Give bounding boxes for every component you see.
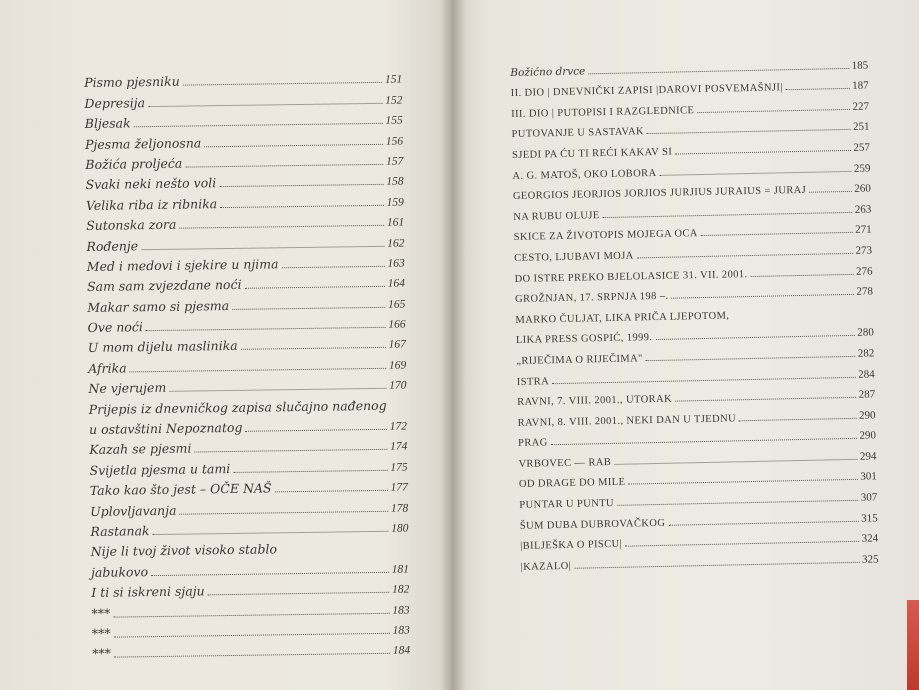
- toc-page-number: 163: [387, 257, 405, 270]
- dot-leader: [208, 592, 389, 596]
- toc-page-number: 290: [859, 429, 877, 443]
- toc-entry-title: Božića proljeća: [85, 155, 183, 172]
- toc-entry-title: Svijetla pjesma u tami: [89, 460, 231, 478]
- toc-page-number: 159: [386, 196, 404, 209]
- toc-entry-title: Ne vjerujem: [88, 380, 167, 397]
- toc-page-number: 158: [386, 175, 404, 189]
- toc-page-number: 257: [853, 141, 871, 154]
- dot-leader: [739, 418, 856, 421]
- toc-entry: [92, 636, 410, 661]
- dot-leader: [786, 88, 849, 90]
- toc-page-number: 259: [853, 162, 871, 175]
- toc-page-number: 290: [858, 409, 876, 422]
- toc-page-number: 175: [390, 461, 408, 474]
- toc-entry-title: Velika riba iz ribnika: [85, 195, 218, 213]
- toc-page-number: 174: [389, 440, 408, 454]
- toc-page-number: 172: [389, 420, 408, 433]
- toc-page-number: 325: [861, 553, 879, 566]
- toc-page-number: 178: [390, 502, 409, 515]
- right-toc-list: [510, 51, 879, 573]
- toc-entry-title: Rođenje: [86, 237, 139, 254]
- toc-entry-title: ŠUM DUBA DUBROVAČKOG: [519, 517, 666, 532]
- toc-entry-title: Med i medovi i sjekire u njima: [86, 256, 279, 274]
- toc-entry-title: OD DRAGE DO MILE: [518, 477, 626, 491]
- toc-entry-title: Afrika: [88, 360, 127, 376]
- toc-entry-title: Sam sam zvjezdane noći: [86, 277, 242, 295]
- toc-entry-title: CESTO, LJUBAVI MOJA: [514, 250, 634, 264]
- toc-page-number: 183: [392, 604, 410, 617]
- toc-page-number: 315: [861, 512, 878, 525]
- dot-leader: [275, 490, 388, 493]
- toc-page-number: 181: [391, 563, 410, 576]
- toc-page-number: 165: [387, 298, 406, 311]
- dot-leader: [220, 205, 383, 208]
- toc-entry-title: GROŽNJAN, 17. SRPNJA 198 –.: [514, 290, 669, 306]
- toc-entry-title: ISTRA: [516, 375, 550, 388]
- toc-page-number: 151: [384, 73, 403, 87]
- toc-entry-title: Božićno drvce: [510, 65, 586, 79]
- toc-page-number: 273: [855, 244, 873, 257]
- toc-page-number: 182: [391, 583, 410, 596]
- toc-page-number: 263: [854, 203, 872, 216]
- dot-leader: [245, 286, 385, 289]
- toc-page-number: 227: [852, 100, 870, 113]
- toc-entry-title: Nije li tvoj život visoko stablo: [90, 541, 278, 560]
- dot-leader: [169, 388, 386, 392]
- toc-page-number: 177: [390, 481, 408, 494]
- dot-leader: [185, 164, 383, 168]
- toc-entry-title: Tako kao što jest – OČE NAŠ: [89, 480, 272, 499]
- dot-leader: [204, 143, 382, 146]
- toc-page-number: 294: [859, 450, 877, 463]
- toc-entry-title: ***: [91, 605, 111, 621]
- toc-page-number: 183: [392, 624, 410, 637]
- toc-page-number: 284: [858, 367, 875, 381]
- toc-entry-title: I ti si iskreni sjaju: [91, 583, 205, 601]
- dot-leader: [183, 82, 382, 86]
- toc-entry-title: Rastanak: [90, 523, 150, 539]
- toc-entry-title: VRBOVEC — RAB: [518, 456, 612, 470]
- toc-entry-title: III. DIO | PUTOPISI I RAZGLEDNICE: [511, 104, 695, 120]
- toc-entry-title: Pismo pjesniku: [84, 74, 180, 91]
- toc-entry-title: A. G. MATOŠ, OKO LOBORA: [512, 167, 657, 182]
- toc-entry-title: ***: [92, 646, 112, 662]
- toc-entry-title: U mom dijelu maslinika: [87, 338, 238, 356]
- toc-entry-title: Makar samo si pjesma: [87, 297, 230, 315]
- toc-entry-title: GEORGIOS JEORJIOS JORJIOS JURJIUS JURAIUS = JURAJ: [512, 184, 807, 203]
- dot-leader: [241, 347, 386, 350]
- toc-page-number: 166: [388, 318, 406, 331]
- toc-page-number: 307: [860, 491, 878, 504]
- toc-page-number: 301: [860, 470, 877, 484]
- dot-leader: [180, 510, 388, 514]
- toc-entry-title: „RIJEČIMA O RIJEČIMA": [516, 353, 643, 367]
- left-toc-list: [84, 66, 410, 662]
- toc-page-number: 155: [385, 114, 403, 127]
- left-page: [0, 0, 452, 690]
- dot-leader: [246, 429, 387, 432]
- toc-page-number: 170: [389, 379, 407, 393]
- toc-page-number: 152: [385, 94, 403, 107]
- toc-page-number: 278: [856, 285, 874, 298]
- toc-page-number: 180: [391, 522, 409, 535]
- dot-leader: [809, 191, 851, 193]
- right-page: [452, 0, 919, 690]
- toc-page-number: 162: [387, 237, 405, 250]
- toc-page-number: 164: [387, 277, 406, 291]
- toc-entry-title: PUNTAR U PUNTU: [519, 497, 615, 511]
- toc-entry-title: SKICE ZA ŽIVOTOPIS MOJEGA OCA: [513, 228, 698, 244]
- dot-leader: [232, 307, 385, 310]
- toc-page-number: 271: [855, 223, 872, 237]
- toc-page-number: 184: [392, 644, 411, 658]
- toc-entry-title: u ostavštini Nepoznatog: [88, 419, 243, 437]
- toc-page-number: 276: [855, 264, 873, 278]
- toc-page-number: 287: [858, 388, 876, 401]
- toc-page-number: 185: [851, 59, 869, 72]
- toc-entry-title: Kazah se pjesmi: [89, 440, 192, 458]
- toc-entry-title: |BILJEŠKA O PISCU|: [520, 539, 623, 553]
- toc-page-number: 156: [385, 135, 404, 148]
- dot-leader: [574, 562, 859, 569]
- toc-entry-title: SJEDI PA ĆU TI REĆI KAKAV SI: [511, 146, 673, 161]
- toc-page-number: 167: [388, 339, 406, 352]
- dot-leader: [233, 470, 387, 473]
- dot-leader: [219, 184, 383, 187]
- toc-entry-title: Ove noći: [87, 319, 143, 336]
- dot-leader: [114, 653, 390, 658]
- toc-entry-title: Uplovljavanja: [90, 502, 177, 519]
- toc-page-number: 251: [852, 120, 870, 134]
- toc-entry-title: Depresija: [84, 94, 146, 111]
- red-cover-edge: [907, 600, 919, 690]
- toc-entry-title: Bljesak: [84, 115, 131, 132]
- toc-entry-title: PRAG: [517, 437, 548, 450]
- toc-page-number: 260: [854, 182, 871, 195]
- dot-leader: [751, 273, 854, 276]
- toc-entry-title: NA RUBU OLUJE: [513, 209, 600, 223]
- toc-entry-title: ***: [91, 625, 111, 641]
- toc-entry-title: Svaki neki nešto voli: [85, 175, 217, 193]
- toc-page-number: 324: [861, 532, 879, 545]
- dot-leader: [195, 449, 388, 453]
- toc-page-number: 157: [385, 155, 404, 168]
- toc-page-number: 169: [388, 359, 407, 372]
- toc-entry-title: II. DIO | DNEVNIČKI ZAPISI |DAROVI POSVEMAŠNJI|: [510, 82, 783, 100]
- toc-entry-title: DO ISTRE PREKO BJELOLASICE 31. VII. 2001.: [514, 268, 748, 285]
- toc-entry-title: jabukovo: [90, 563, 149, 580]
- toc-entry-title: Prijepis iz dnevničkog zapisa slučajno nađenog: [88, 397, 387, 417]
- toc-entry-title: LIKA PRESS GOSPIĆ, 1999.: [515, 332, 653, 347]
- toc-entry-title: MARKO ČULJAT, LIKA PRIČA LJEPOTOM,: [515, 310, 730, 326]
- toc-page-number: 280: [857, 326, 874, 340]
- toc-entry-title: RAVNI, 7. VIII. 2001., UTORAK: [517, 393, 673, 409]
- toc-page-number: 282: [857, 347, 875, 360]
- toc-page-number: 161: [386, 216, 405, 229]
- dot-leader: [282, 266, 385, 268]
- toc-entry-title: |KAZALO|: [520, 560, 572, 573]
- toc-entry-title: Sutonska zora: [86, 216, 177, 234]
- toc-entry-title: RAVNI, 8. VIII. 2001., NEKI DAN U TJEDNU: [517, 413, 737, 429]
- toc-entry-title: PUTOVANJE U SASTAVAK: [511, 126, 645, 141]
- dot-leader: [179, 225, 384, 229]
- toc-page-number: 187: [852, 79, 869, 93]
- toc-entry-title: Pjesma željonosna: [84, 134, 202, 152]
